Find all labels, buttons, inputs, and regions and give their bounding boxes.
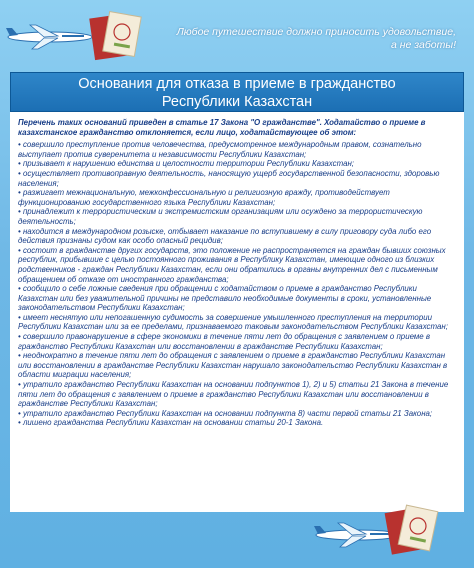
list-item: • неоднократно в течение пяти лет до обращения с заявлением о приеме в гражданство Республики Казахстан или восстановлении в гражданстве Республики Казахстан нарушало законодательство Республики Казахстан в области миграции населения; xyxy=(18,351,448,380)
list-item: • лишено гражданства Республики Казахстан на основании статьи 20-1 Закона. xyxy=(18,418,324,428)
list-item: • сообщило о себе ложные сведения при обращении с ходатайством о приеме в гражданство Республики Казахстан или без уважительной причины не представило необходимые документы в сроки, установленные законодательством Республики Казахстан; xyxy=(18,284,432,313)
slogan xyxy=(176,26,456,52)
list-item: • совершило правонарушение в сфере экономики в течение пяти лет до обращения с заявлением о приеме в гражданство Республики Казахстан или восстановлении в гражданстве Республики Казахстан; xyxy=(18,332,430,351)
list-item: • призывает к нарушению единства и целостности территории Республики Казахстан; xyxy=(18,159,354,169)
list-item: • состоит в гражданстве других государств, это положение не распространяется на граждан бывших союзных республик, прибывшие с целью постоянного проживания в Республику Казахстан, имеющие одного из близких родственников - граждан Республики Казахстан, если они обратились в органы внутренних дел с письменным обращением об отказе от иностранного гражданства; xyxy=(18,245,446,284)
page-title xyxy=(10,72,464,112)
intro-text: Перечень таких оснований приведен в статье 17 Закона "О гражданстве". Ходатайство о приеме в казахстанское гражданство отклоняется, если лицо, ходатайствующее об этом: xyxy=(18,118,426,137)
list-item: • утратило гражданство Республики Казахстан на основании подпунктов 1), 2) и 5) статьи 21 Закона в течение пяти лет до обращения с заявлением о приеме в гражданство Республики Казахстан или восстановлении в гражданстве Республики Казахстан; xyxy=(18,380,449,409)
header xyxy=(0,0,474,70)
list-item: • осуществляет противоправную деятельность, наносящую ущерб государственной безопасности, здоровью населения; xyxy=(18,168,440,188)
slogan-line1: Любое путешествие должно приносить удовольствие, xyxy=(176,26,456,38)
list-item: • утратило гражданство Республики Казахстан на основании подпункта 8) части первой статьи 21 Закона; xyxy=(18,408,433,418)
title-line1: Основания для отказа в приеме в гражданство xyxy=(78,76,396,92)
slogan-line2: а не заботы! xyxy=(390,39,456,51)
list-item: • принадлежит к террористическим и экстремистским организациям или осуждено за террористическую деятельность; xyxy=(18,207,423,226)
list-item: • имеет неснятую или непогашенную судимость за совершение умышленного преступления на территории Республики Казахстан или за ее пределами, признаваемого таковым законодательством Республики Казахстан; xyxy=(18,312,448,332)
passport-icon xyxy=(88,10,144,62)
list-item: • совершило преступление против человечества, предусмотренное международным правом, сознательно выступает против суверенитета и независимости Республики Казахстан; xyxy=(18,140,422,159)
content-panel xyxy=(10,112,464,512)
airplane-icon xyxy=(4,22,96,52)
list-item: • разжигает межнациональную, межконфессиональную и религиозную вражду, противодействует функционированию государственного языка Республики Казахстан; xyxy=(18,188,390,207)
passport-icon xyxy=(382,502,442,558)
title-line2: Республики Казахстан xyxy=(161,94,313,110)
list-item: • находится в международном розыске, отбывает наказание по вступившему в силу приговору суда либо его действия признаны судом как особо опасный рецидив; xyxy=(18,226,432,246)
